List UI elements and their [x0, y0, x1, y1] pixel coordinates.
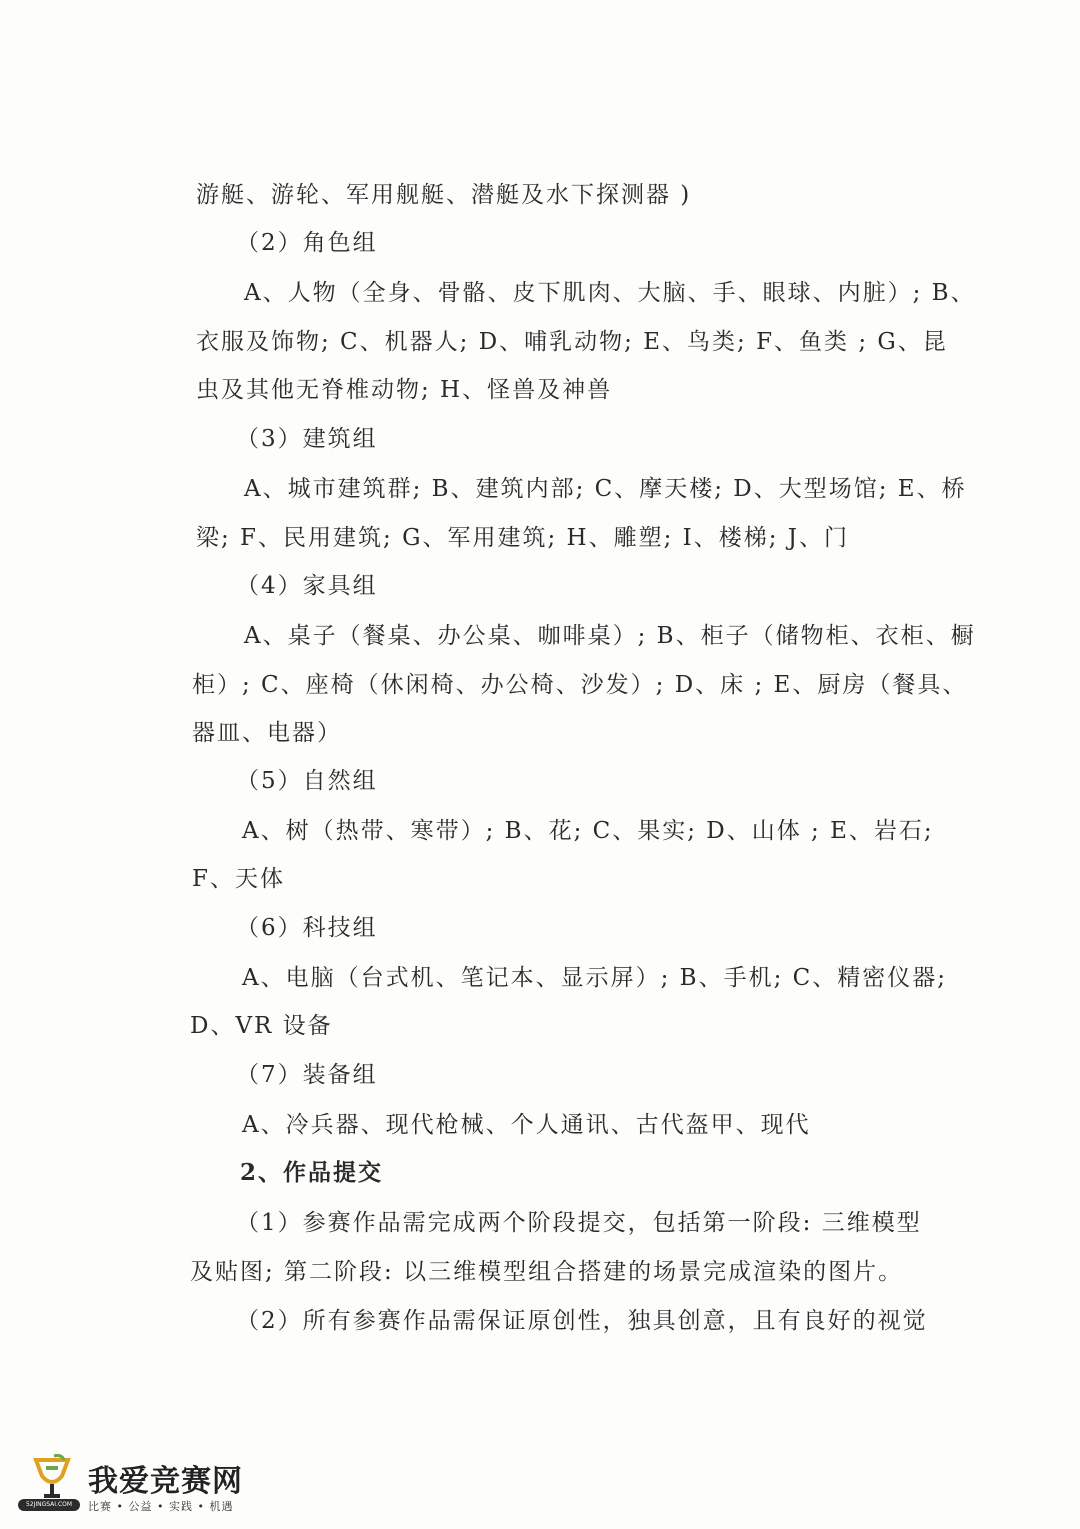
- watermark-logo: [18, 1454, 278, 1520]
- section-heading: （2）角色组: [236, 230, 378, 256]
- text-line: F、天体: [192, 866, 285, 892]
- text-line: A、冷兵器、现代枪械、个人通讯、古代盔甲、现代: [242, 1112, 811, 1138]
- text-line: 虫及其他无脊椎动物; H、怪兽及神兽: [196, 377, 613, 403]
- text-line: 器皿、电器）: [192, 720, 342, 746]
- section-heading: （5）自然组: [236, 768, 378, 794]
- text-line: （2）所有参赛作品需保证原创性，独具创意，且有良好的视觉: [236, 1308, 928, 1334]
- text-line: A、电脑（台式机、笔记本、显示屏）; B、手机; C、精密仪器;: [242, 965, 947, 991]
- text-line: 及贴图; 第二阶段: 以三维模型组合搭建的场景完成渲染的图片。: [190, 1259, 904, 1285]
- text-line: （1）参赛作品需完成两个阶段提交，包括第一阶段: 三维模型: [236, 1210, 922, 1236]
- section-heading: （3）建筑组: [236, 426, 378, 452]
- logo-name: 我爱竞赛网: [88, 1464, 243, 1499]
- text-line: 梁; F、民用建筑; G、军用建筑; H、雕塑; I、楼梯; J、门: [196, 525, 849, 551]
- text-line: A、城市建筑群; B、建筑内部; C、摩天楼; D、大型场馆; E、桥: [244, 476, 967, 502]
- section-title: 2、作品提交: [240, 1159, 384, 1186]
- logo-tagline: 比赛 • 公益 • 实践 • 机遇: [88, 1500, 234, 1513]
- section-heading: （6）科技组: [236, 915, 378, 941]
- section-heading: （7）装备组: [236, 1062, 378, 1088]
- section-heading: （4）家具组: [236, 573, 378, 599]
- text-line: A、树（热带、寒带）; B、花; C、果实; D、山体 ; E、岩石;: [242, 818, 934, 844]
- text-line: A、桌子（餐桌、办公桌、咖啡桌）; B、柜子（储物柜、衣柜、橱: [244, 623, 976, 649]
- text-line: A、人物（全身、骨骼、皮下肌肉、大脑、手、眼球、内脏）; B、: [244, 280, 976, 306]
- text-line: 游艇、游轮、军用舰艇、潜艇及水下探测器 ): [196, 182, 692, 208]
- text-line: D、VR 设备: [190, 1013, 333, 1039]
- text-line: 衣服及饰物; C、机器人; D、哺乳动物; E、鸟类; F、鱼类 ; G、昆: [196, 329, 948, 355]
- text-line: 柜）; C、座椅（休闲椅、办公椅、沙发）; D、床 ; E、厨房（餐具、: [192, 672, 968, 698]
- trophy-icon: [32, 1454, 72, 1502]
- logo-url: 52JINGSAI.COM: [18, 1499, 80, 1511]
